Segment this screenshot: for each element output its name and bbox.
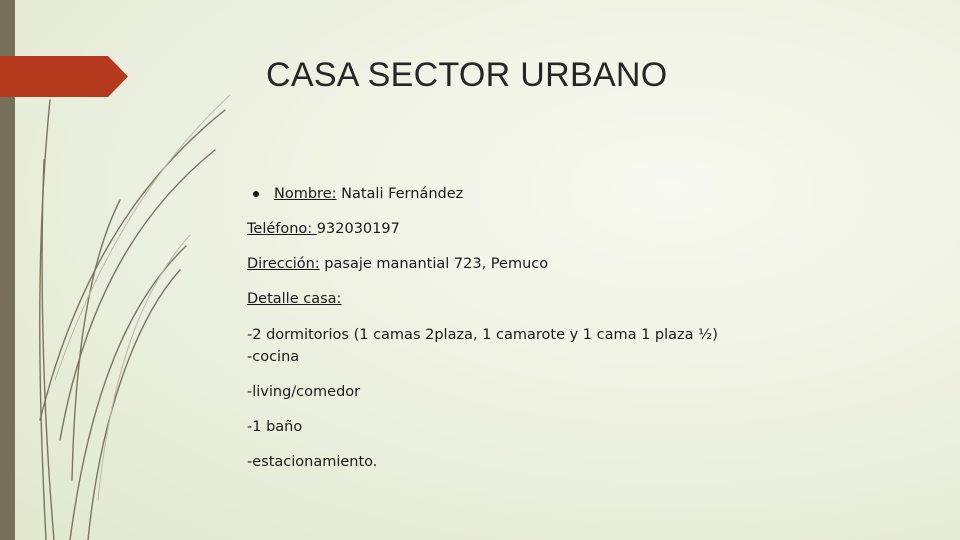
phone-value: 932030197: [316, 221, 400, 237]
name-row: [247, 183, 887, 205]
detail-item: -estacionamiento.: [247, 454, 378, 470]
phone-label: Teléfono:: [247, 221, 317, 237]
detail-heading-row: [247, 288, 887, 310]
detail-item: -1 baño: [247, 419, 303, 435]
detail-item: -living/comedor: [247, 384, 361, 400]
title-accent-arrow: [0, 56, 128, 97]
detail-item: -cocina: [247, 349, 300, 365]
detail-item: -2 dormitorios (1 camas 2plaza, 1 camarote y 1 cama 1 plaza ½): [247, 327, 718, 343]
slide-content: [247, 183, 887, 473]
address-label: Dirección:: [247, 256, 320, 272]
name-label: Nombre:: [274, 186, 337, 202]
phone-row: [247, 218, 887, 240]
address-row: [247, 253, 887, 275]
name-value: Natali Fernández: [336, 186, 464, 202]
address-value: pasaje manantial 723, Pemuco: [319, 256, 549, 272]
detail-heading: Detalle casa:: [247, 291, 342, 307]
bullet-icon: [253, 191, 259, 197]
slide-title: CASA SECTOR URBANO: [266, 56, 668, 94]
